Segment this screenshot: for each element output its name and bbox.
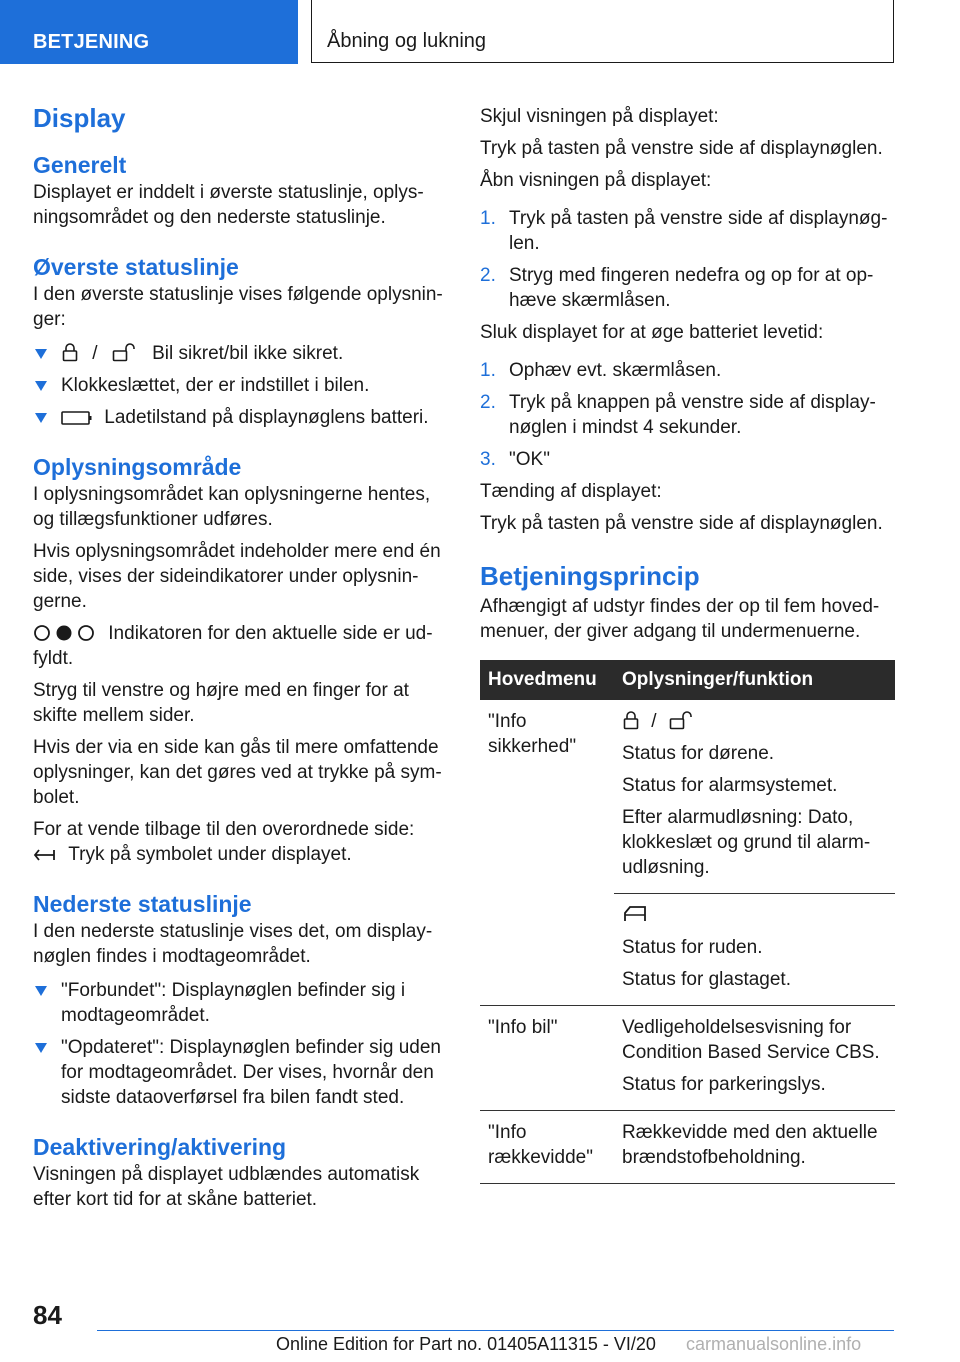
list-item: 2. Tryk på knappen på venstre side af display-nøglen i mindst 4 sekunder. xyxy=(480,392,876,438)
open-intro: Åbn visningen på displayet: xyxy=(480,170,712,191)
footer-watermark: carmanualsonline.info xyxy=(686,1334,862,1354)
general-text: Displayet er inddelt i øverste statuslinje, oplys-ningsområdet og den nederste statuslinje. xyxy=(33,182,424,228)
page-title: Display xyxy=(33,103,126,133)
col-header-info: Oplysninger/funktion xyxy=(614,660,895,700)
info-text-2: Hvis oplysningsområdet indeholder mere end én side, vises der sideindikatorer under oplysnin-gerne. xyxy=(33,541,441,612)
hide-text: Tryk på tasten på venstre side af displaynøglen. xyxy=(480,138,883,159)
page-number: 84 xyxy=(33,1300,62,1330)
table-row xyxy=(480,700,895,894)
section-tab xyxy=(0,0,298,64)
heading-general: Generelt xyxy=(33,152,127,178)
deactivation-text: Visningen på displayet udblændes automatisk efter kort tid for at skåne batteriet. xyxy=(33,1164,420,1210)
list-item: 1. Ophæv evt. skærmlåsen. xyxy=(480,360,722,381)
menu-cell: "Info rækkevidde" xyxy=(480,1111,614,1184)
heading-deactivation: Deaktivering/aktivering xyxy=(33,1134,287,1160)
list-item: "Forbundet": Displaynøglen befinder sig i modtageområdet. xyxy=(33,978,448,1028)
info-cell: Rækkevidde med den aktuelle brændstofbeholdning. xyxy=(614,1111,895,1184)
info-cell: Vedligeholdelsesvisning for Condition Based Service CBS. Status for parkeringslys. xyxy=(614,1006,895,1111)
clock-text: Klokkeslættet, der er indstillet i bilen. xyxy=(61,375,370,396)
menu-cell: "Info sikkerhed" xyxy=(480,700,614,1006)
list-item xyxy=(33,373,448,398)
list-item: 1. Tryk på tasten på venstre side af displaynøg-len. xyxy=(480,208,888,254)
chapter-title: Åbning og lukning xyxy=(327,30,487,52)
info-text-4: Stryg til venstre og højre med en finger for at skifte mellem sider. xyxy=(33,680,409,726)
info-text-3: Indikatoren for den aktuelle side er ud-fyldt. xyxy=(33,623,433,669)
heading-bottom-statusline: Nederste statuslinje xyxy=(33,891,252,917)
info-cell: / Status for dørene. Status for alarmsystemet. Efter alarmudløsning: Dato, klokkeslæt og grund til alarm-udløsning. xyxy=(614,700,895,894)
info-text-7: Tryk på symbolet under displayet. xyxy=(33,842,448,867)
table-row xyxy=(480,1111,895,1184)
menu-table xyxy=(480,660,895,1184)
heading-principle: Betjeningsprincip xyxy=(480,561,700,591)
list-item: 2. Stryg med fingeren nedefra og op for at op-hæve skærmlåsen. xyxy=(480,265,874,311)
on-intro: Tænding af displayet: xyxy=(480,481,662,502)
lock-status-text: Bil sikret/bil ikke sikret. xyxy=(152,343,344,364)
section-title: BETJENING xyxy=(33,31,150,53)
bullet-triangle-icon xyxy=(35,349,47,359)
col-header-menu: Hovedmenu xyxy=(480,660,614,700)
bullet-triangle-icon xyxy=(35,1043,47,1053)
off-intro: Sluk displayet for at øge batteriet levetid: xyxy=(480,322,824,343)
slash: / xyxy=(92,343,98,364)
top-statusline-text: I den øverste statuslinje vises følgende oplysnin-ger: xyxy=(33,284,443,330)
heading-info-area: Oplysningsområde xyxy=(33,454,242,480)
list-item: "Opdateret": Displaynøglen befinder sig uden for modtageområdet. Der vises, hvornår den sidste dataoverførsel fra bilen fandt sted. xyxy=(33,1035,448,1110)
hide-intro: Skjul visningen på displayet: xyxy=(480,106,719,127)
table-header xyxy=(480,660,895,700)
back-arrow-icon xyxy=(33,847,57,863)
table-row xyxy=(480,1006,895,1111)
chapter-tab xyxy=(311,0,894,63)
footer-edition: Online Edition for Part no. 01405A11315 - VI/20 xyxy=(276,1334,656,1354)
info-text-1: I oplysningsområdet kan oplysningerne hentes, og tillægsfunktioner udføres. xyxy=(33,484,431,530)
info-text-5: Hvis der via en side kan gås til mere omfattende oplysninger, kan det gøres ved at trykke på sym-bolet. xyxy=(33,737,442,808)
menu-cell: "Info bil" xyxy=(480,1006,614,1111)
window-icon xyxy=(622,904,648,924)
right-column xyxy=(480,104,895,1184)
locked-icon xyxy=(61,342,79,362)
bottom-statusline-text: I den nederste statuslinje vises det, om display-nøglen findes i modtageområdet. xyxy=(33,921,433,967)
bullet-triangle-icon xyxy=(35,413,47,423)
info-cell: Status for ruden. Status for glastaget. xyxy=(614,894,895,1006)
principle-text: Afhængigt af udstyr findes der op til fem hoved-menuer, der giver adgang til undermenuerne. xyxy=(480,596,880,642)
on-text: Tryk på tasten på venstre side af displaynøglen. xyxy=(480,513,883,534)
bullet-triangle-icon xyxy=(35,986,47,996)
battery-icon xyxy=(61,410,93,426)
unlocked-icon xyxy=(111,342,139,362)
unlocked-icon xyxy=(668,710,696,730)
info-text-6: For at vende tilbage til den overordnede side: xyxy=(33,819,415,840)
footer-divider xyxy=(97,1330,894,1331)
page-indicator-icon xyxy=(33,624,97,642)
list-item xyxy=(33,341,448,366)
heading-top-statusline: Øverste statuslinje xyxy=(33,254,239,280)
list-item xyxy=(33,405,448,430)
bullet-triangle-icon xyxy=(35,381,47,391)
locked-icon xyxy=(622,710,640,730)
left-column xyxy=(33,100,448,1212)
list-item: 3. "OK" xyxy=(480,449,550,470)
battery-text: Ladetilstand på displaynøglens batteri. xyxy=(104,407,429,428)
